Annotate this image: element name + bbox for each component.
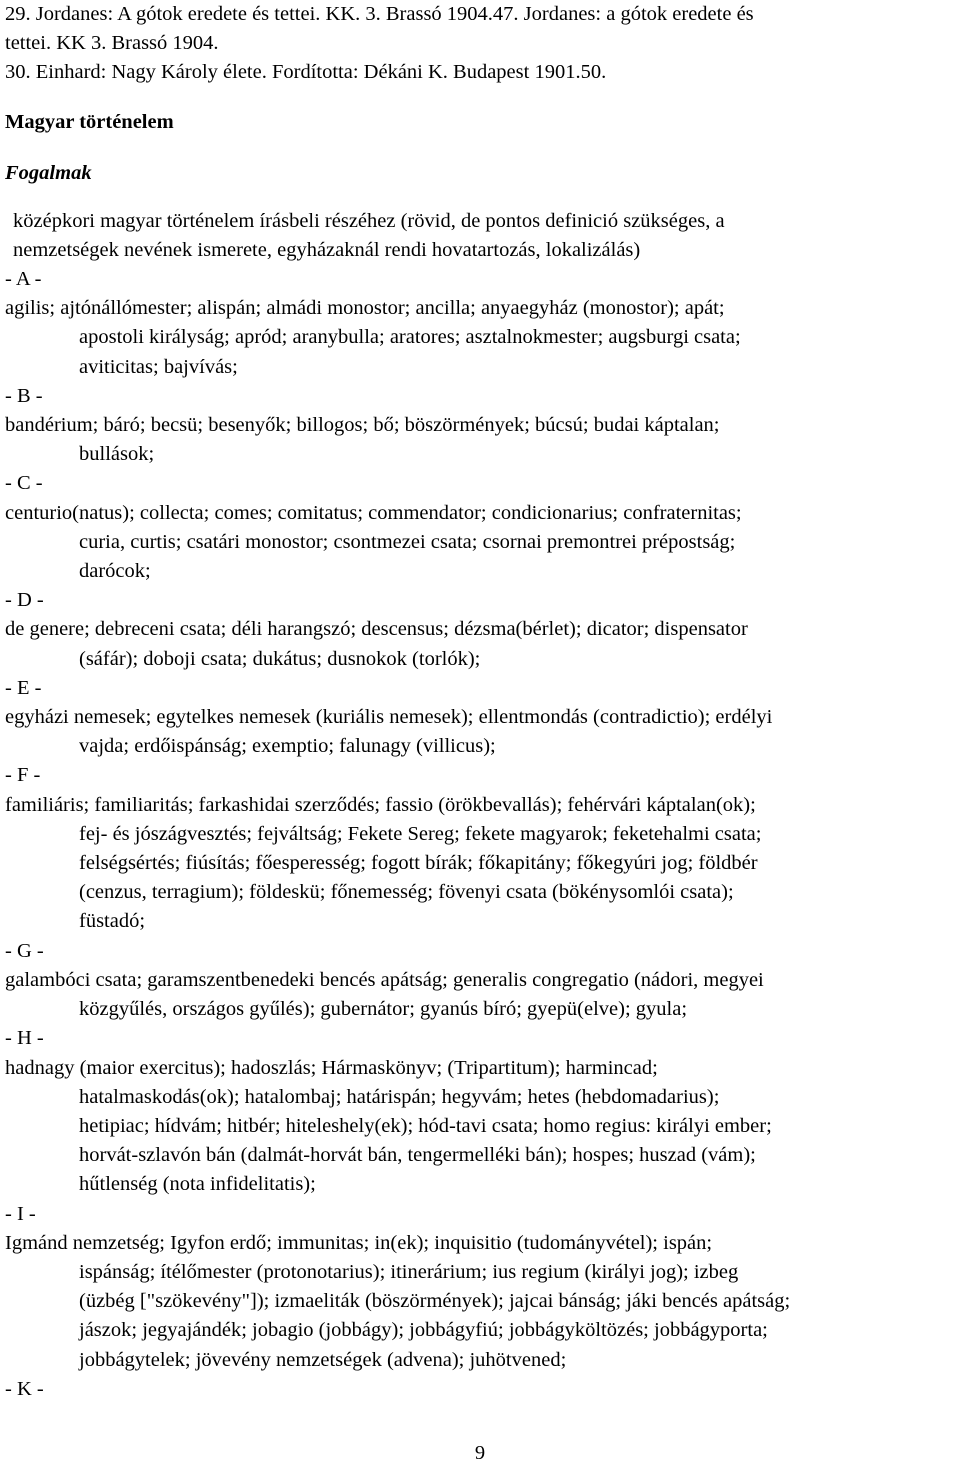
letter-divider: - F - xyxy=(5,764,41,787)
glossary-entry-list xyxy=(5,791,957,937)
glossary-line: darócok; xyxy=(79,560,151,583)
glossary-line: aviticitas; bajvívás; xyxy=(79,355,238,378)
letter-divider: - E - xyxy=(5,676,42,699)
glossary-line: hatalmaskodás(ok); hatalombaj; határispán; hegyvám; hetes (hebdomadarius); xyxy=(79,1085,720,1108)
glossary-entry-list xyxy=(5,294,957,382)
glossary-entry-list xyxy=(5,703,957,761)
section-subheading: Fogalmak xyxy=(5,161,92,184)
reference-list xyxy=(5,0,957,88)
reference-line: 29. Jordanes: A gótok eredete és tettei. KK. 3. Brassó 1904.47. Jordanes: a gótok eredete és xyxy=(5,3,754,25)
reference-line: tettei. KK 3. Brassó 1904. xyxy=(5,32,219,55)
glossary-line: centurio(natus); collecta; comes; comitatus; commendator; condicionarius; confraternitas; xyxy=(5,501,742,524)
glossary-line: galambóci csata; garamszentbenedeki bencés apátság; generalis congregatio (nádori, megyei xyxy=(5,968,764,991)
reference-line: 30. Einhard: Nagy Károly élete. Fordította: Dékáni K. Budapest 1901.50. xyxy=(5,61,607,84)
glossary-line: vajda; erdőispánság; exemptio; falunagy (villicus); xyxy=(79,735,496,758)
intro-line: középkori magyar történelem írásbeli részéhez (rövid, de pontos definició szükséges, a xyxy=(13,209,725,232)
glossary-entry-list xyxy=(5,1054,957,1200)
glossary-line: jászok; jegyajándék; jobagio (jobbágy); jobbágyfiú; jobbágyköltözés; jobbágyporta; xyxy=(79,1319,768,1342)
glossary-entry-list xyxy=(5,499,957,587)
section-heading: Magyar történelem xyxy=(5,110,174,133)
letter-divider: - A - xyxy=(5,268,42,291)
letter-divider: - B - xyxy=(5,384,43,407)
glossary-line: fej- és jószágvesztés; fejváltság; Fekete Sereg; fekete magyarok; feketehalmi csata; xyxy=(79,822,762,845)
glossary-line: agilis; ajtónállómester; alispán; almádi monostor; ancilla; anyaegyház (monostor); apát; xyxy=(5,297,725,320)
document-page xyxy=(5,0,957,1404)
glossary-line: curia, curtis; csatári monostor; csontmezei csata; csornai premontrei prépostság; xyxy=(79,530,736,553)
glossary-line: hadnagy (maior exercitus); hadoszlás; Hármaskönyv; (Tripartitum); harmincad; xyxy=(5,1056,658,1079)
glossary-line: (üzbég ["szökevény"]); izmaeliták (böszörmények); jajcai bánság; jáki bencés apátság; xyxy=(79,1290,791,1313)
glossary-line: füstadó; xyxy=(79,910,146,933)
glossary-entry-list xyxy=(5,1229,957,1375)
letter-divider: - H - xyxy=(5,1027,44,1050)
glossary-line: hűtlenség (nota infidelitatis); xyxy=(79,1173,316,1196)
glossary-line: bandérium; báró; becsü; besenyők; billogos; bő; böszörmények; búcsú; budai káptalan; xyxy=(5,414,720,437)
glossary-line: horvát-szlavón bán (dalmát-horvát bán, tengermelléki bán); hospes; huszad (vám); xyxy=(79,1144,756,1167)
glossary-line: de genere; debreceni csata; déli harangszó; descensus; dézsma(bérlet); dicator; dispensator xyxy=(5,618,748,641)
glossary-line: jobbágytelek; jövevény nemzetségek (advena); juhötvened; xyxy=(79,1348,567,1371)
glossary-line: familiáris; familiaritás; farkashidai szerződés; fassio (örökbevallás); fehérvári káptalan(ok); xyxy=(5,793,756,816)
glossary-line: bullások; xyxy=(79,443,155,466)
letter-divider: - D - xyxy=(5,589,44,612)
glossary-line: apostoli királyság; apród; aranybulla; aratores; asztalnokmester; augsburgi csata; xyxy=(79,326,741,349)
letter-divider: - C - xyxy=(5,472,43,495)
glossary-line: hetipiac; hídvám; hitbér; hiteleshely(ek); hód-tavi csata; homo regius: királyi ember; xyxy=(79,1114,772,1137)
glossary-line: (cenzus, terragium); földeskü; főnemesség; fövenyi csata (bökénysomlói csata); xyxy=(79,881,734,904)
page-number: 9 xyxy=(474,1442,486,1464)
glossary-line: egyházi nemesek; egytelkes nemesek (kuriális nemesek); ellentmondás (contradictio); erdélyi xyxy=(5,706,773,729)
letter-divider: - G - xyxy=(5,939,44,962)
glossary-sections xyxy=(5,265,957,1404)
glossary-entry-list xyxy=(5,411,957,469)
glossary-line: felségsértés; fiúsítás; főesperesség; fogott bírák; főkapitány; főkegyúri jog; földbér xyxy=(79,852,758,875)
glossary-line: Igmánd nemzetség; Igyfon erdő; immunitas; in(ek); inquisitio (tudományvétel); ispán; xyxy=(5,1231,713,1254)
glossary-line: (sáfár); doboji csata; dukátus; dusnokok (torlók); xyxy=(79,647,481,670)
letter-divider: - I - xyxy=(5,1202,36,1225)
glossary-line: közgyűlés, országos gyűlés); gubernátor; gyanús bíró; gyepü(elve); gyula; xyxy=(79,998,688,1021)
glossary-entry-list xyxy=(5,966,957,1024)
letter-divider: - K - xyxy=(5,1377,44,1400)
glossary-line: ispánság; ítélőmester (protonotarius); itinerárium; ius regium (királyi jog); izbeg xyxy=(79,1260,739,1283)
glossary-entry-list xyxy=(5,615,957,673)
intro-line: nemzetségek nevének ismerete, egyházaknál rendi hovatartozás, lokalizálás) xyxy=(13,238,641,261)
intro-paragraph xyxy=(5,207,957,265)
